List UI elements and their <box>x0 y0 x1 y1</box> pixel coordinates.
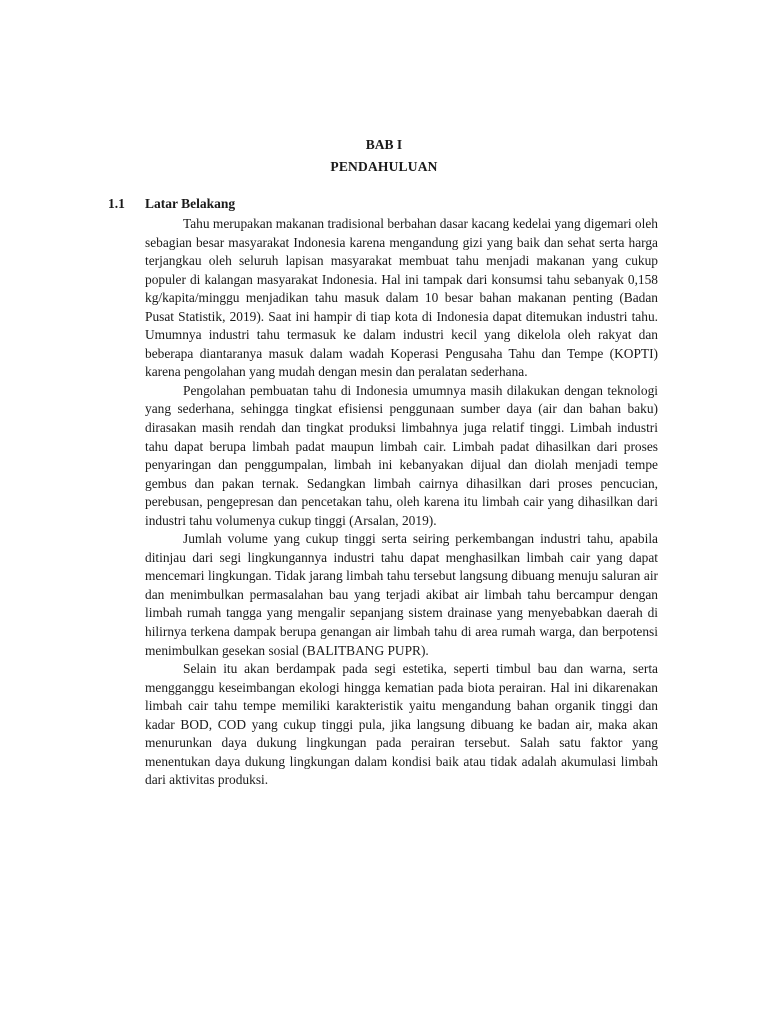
section-title: Latar Belakang <box>145 196 236 211</box>
body-text <box>145 215 658 790</box>
paragraph: Jumlah volume yang cukup tinggi serta seiring perkembangan industri tahu, apabila ditinjau dari segi lingkungannya industri tahu dapat menghasilkan limbah cair yang dapat mencemari lingkungan. Tidak jarang limbah tahu tersebut langsung dibuang menuju saluran air dan menimbulkan permasalahan bau yang terjadi akibat air limbah tahu bercampur dengan limbah rumah tangga yang mengalir sepanjang sistem drainase yang menyebabkan daerah di hilirnya terkena dampak berupa genangan air limbah tahu di area rumah warga, dan berpotensi menimbulkan gesekan sosial (BALITBANG PUPR). <box>145 531 658 658</box>
paragraph: Tahu merupakan makanan tradisional berbahan dasar kacang kedelai yang digemari oleh sebagian besar masyarakat Indonesia karena mengandung gizi yang baik dan sehat serta harga terjangkau oleh seluruh lapisan masyarakat membuat tahu menjadi makanan yang cukup populer di kalangan masyarakat Indonesia. Hal ini tampak dari konsumsi tahu sebanyak 0,158 kg/kapita/minggu menjadikan tahu masuk dalam 10 besar bahan makanan penting (Badan Pusat Statistik, 2019). Saat ini hampir di tiap kota di Indonesia dapat ditemukan industri tahu. Umumnya industri tahu termasuk ke dalam industri kecil yang dikelola oleh rakyat dan beberapa diantaranya masuk dalam wadah Koperasi Pengusaha Tahu dan Tempe (KOPTI) karena pengolahan yang mudah dengan mesin dan peralatan sederhana. <box>145 216 658 380</box>
section-number: 1.1 <box>108 196 125 211</box>
paragraph: Pengolahan pembuatan tahu di Indonesia umumnya masih dilakukan dengan teknologi yang sederhana, sehingga tingkat efisiensi penggunaan sumber daya (air dan bahan baku) dirasakan masih rendah dan tingkat produksi limbahnya juga relatif tinggi. Limbah industri tahu dapat berupa limbah padat maupun limbah cair. Limbah padat dihasilkan dari proses penyaringan dan penggumpalan, limbah ini kebanyakan dijual dan diolah menjadi tempe gembus dan pakan ternak. Sedangkan limbah cairnya dihasilkan dari proses pencucian, perebusan, pengepresan dan pencetakan tahu, oleh karena itu limbah cair yang dihasilkan dari industri tahu volumenya cukup tinggi (Arsalan, 2019). <box>145 382 658 528</box>
paragraph: Selain itu akan berdampak pada segi estetika, seperti timbul bau dan warna, serta mengganggu keseimbangan ekologi hingga kematian pada biota perairan. Hal ini dikarenakan limbah cair tahu tempe memiliki karakteristik yaitu mengandung bahan organik tinggi dan kadar BOD, COD yang cukup tinggi pula, jika langsung dibuang ke badan air, maka akan menurunkan daya dukung lingkungan pada perairan tersebut. Salah satu faktor yang menentukan daya dukung lingkungan dalam kondisi baik atau tidak adalah akumulasi limbah dari aktivitas produksi. <box>145 661 658 788</box>
section-heading <box>108 193 235 215</box>
chapter-number: BAB I <box>365 137 403 152</box>
chapter-title: PENDAHULUAN <box>330 159 438 174</box>
